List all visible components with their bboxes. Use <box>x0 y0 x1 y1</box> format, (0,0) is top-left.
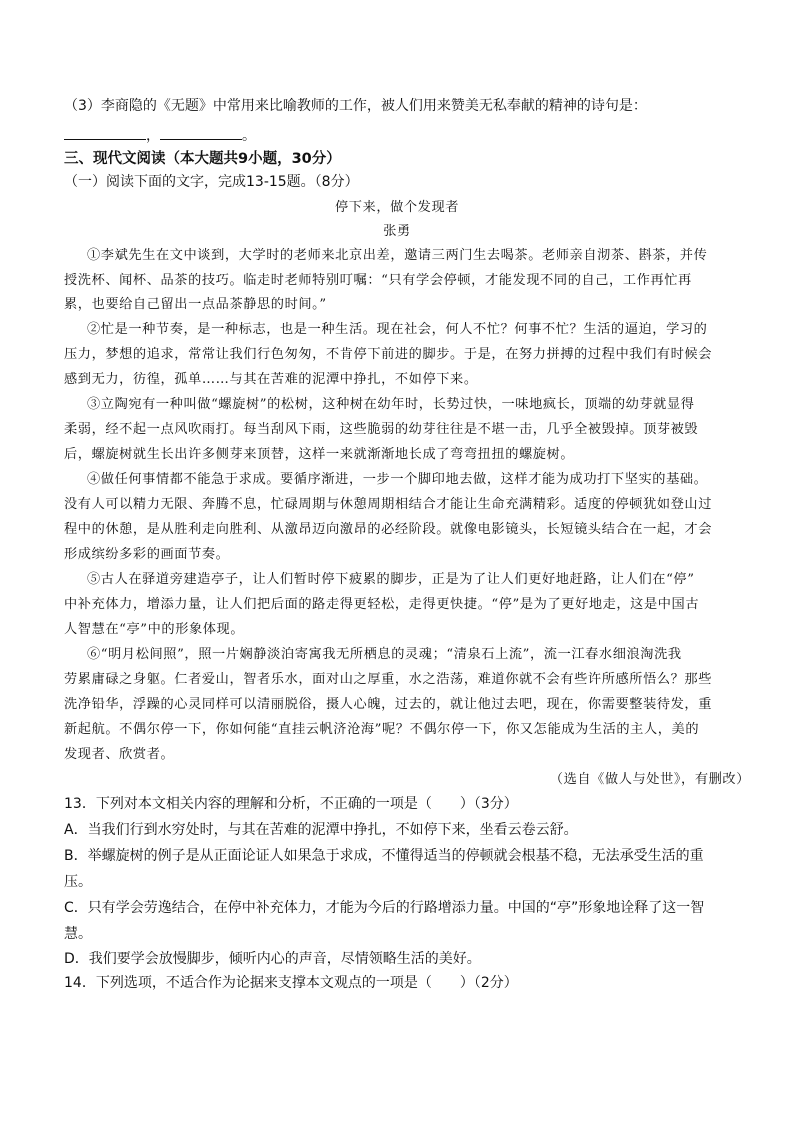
article-line: 程中的休憩，是从胜利走向胜利、从激昂迈向激昂的必经阶段。就像电影镜头，长短镜头结合在一起，才会 <box>64 522 713 537</box>
article-line: 形成缤纷多彩的画面节奏。 <box>64 547 230 562</box>
article-title: 停下来，做个发现者 <box>334 200 460 215</box>
option-d: D．我们要学会放慢脚步，倾听内心的声音，尽情领略生活的美好。 <box>64 951 481 967</box>
article-line: ⑥“明月松间照”，照一片娴静淡泊寄寓我无所栖息的灵魂；“清泉石上流”，流一江春水细浪淘洗我 <box>87 647 682 662</box>
option-c: C．只有学会劳逸结合，在停中补充体力，才能为今后的行路增添力量。中国的“亭”形象地诠释了这一智 <box>64 900 705 916</box>
article-line: 人智慧在“亭”中的形象体现。 <box>64 622 245 637</box>
sub-heading: （一）阅读下面的文字，完成13-15题。（8分） <box>64 174 359 190</box>
article-line: ④做任何事情都不能急于求成。要循序渐进，一步一个脚印地去做，这样才能为成功打下坚实的基础。 <box>87 472 708 487</box>
section-heading: 三、现代文阅读（本大题共9小题，30分） <box>64 151 341 167</box>
article-line: 感到无力，彷徨，孤单……与其在苦难的泥潭中挣扎，不如停下来。 <box>64 372 478 387</box>
article-line: 授洗杯、闻杯、品茶的技巧。临走时老师特别叮嘱：“只有学会停顿，才能发现不同的自己，工作再忙再 <box>64 273 692 288</box>
article-line: 压力，梦想的追求，常常让我们行色匆匆，不肯停下前进的脚步。于是，在努力拼搏的过程中我们有时候会 <box>64 347 713 362</box>
article-line: ②忙是一种节奏，是一种标志，也是一种生活。现在社会，何人不忙？何事不忙？生活的逼迫，学习的 <box>87 322 708 337</box>
answer-comma: ， <box>146 128 160 144</box>
answer-period: 。 <box>242 128 256 144</box>
article-line: 洗净铅华，浮躁的心灵同样可以清丽脱俗，摄人心魄，过去的，就让他过去吧，现在，你需要整装待发，重 <box>64 697 713 712</box>
article-line: ⑤古人在驿道旁建造亭子，让人们暂时停下疲累的脚步，正是为了让人们更好地赶路，让人们在“停” <box>87 572 695 587</box>
answer-blank-1[interactable] <box>64 125 146 140</box>
option-b: B．举螺旋树的例子是从正面论证人如果急于求成，不懂得适当的停顿就会根基不稳，无法承受生活的重 <box>64 848 704 864</box>
answer-blank-2[interactable] <box>160 125 242 140</box>
question-13: 13．下列对本文相关内容的理解和分析，不正确的一项是（ ）（3分） <box>64 796 518 812</box>
article-source: （选自《做人与处世》，有删改） <box>549 772 750 787</box>
article-line: 后，螺旋树就生长出许多侧芽来顶替，这样一来就渐渐地长成了弯弯扭扭的螺旋树。 <box>64 447 575 462</box>
answer-blanks <box>64 125 730 146</box>
article-line: 劳累庸碌之身躯。仁者爱山，智者乐水，面对山之厚重，水之浩荡，难道你就不会有些许所感所悟么？那些 <box>64 672 713 687</box>
option-a: A．当我们行到水穷处时，与其在苦难的泥潭中挣扎，不如停下来，坐看云卷云舒。 <box>64 822 578 838</box>
option-b-cont: 压。 <box>64 874 92 890</box>
article-line: 中补充体力，增添力量，让人们把后面的路走得更轻松，走得更快捷。“停”是为了更好地走，这是中国古 <box>64 597 700 612</box>
article-line: 新起航。不偶尔停一下，你如何能“直挂云帆济沧海”呢？不偶尔停一下，你又怎能成为生活的主人，美的 <box>64 722 700 737</box>
article-line: 累，也要给自己留出一点品茶静思的时间。” <box>64 297 327 312</box>
question-14: 14．下列选项，不适合作为论据来支撑本文观点的一项是（ ）（2分） <box>64 975 518 991</box>
question-3-prompt: （3）李商隐的《无题》中常用来比喻教师的工作，被人们用来赞美无私奉献的精神的诗句是： <box>64 98 647 114</box>
option-c-cont: 慧。 <box>64 926 92 942</box>
article-line: 柔弱，经不起一点风吹雨打。每当刮风下雨，这些脆弱的幼芽往往是不堪一击，几乎全被毁掉。顶芽被毁 <box>64 422 699 437</box>
article-author: 张勇 <box>383 224 411 239</box>
article-line: 没有人可以精力无限、奔腾不息，忙碌周期与休憩周期相结合才能让生命充满精彩。适度的停顿犹如登山过 <box>64 497 713 512</box>
article-line: ①李斌先生在文中谈到，大学时的老师来北京出差，邀请三两门生去喝茶。老师亲自沏茶、斟茶，并传 <box>87 248 708 263</box>
article-line: ③立陶宛有一种叫做“螺旋树”的松树，这种树在幼年时，长势过快，一味地疯长，顶端的幼芽就显得 <box>87 397 695 412</box>
article-line: 发现者、欣赏者。 <box>64 747 175 762</box>
